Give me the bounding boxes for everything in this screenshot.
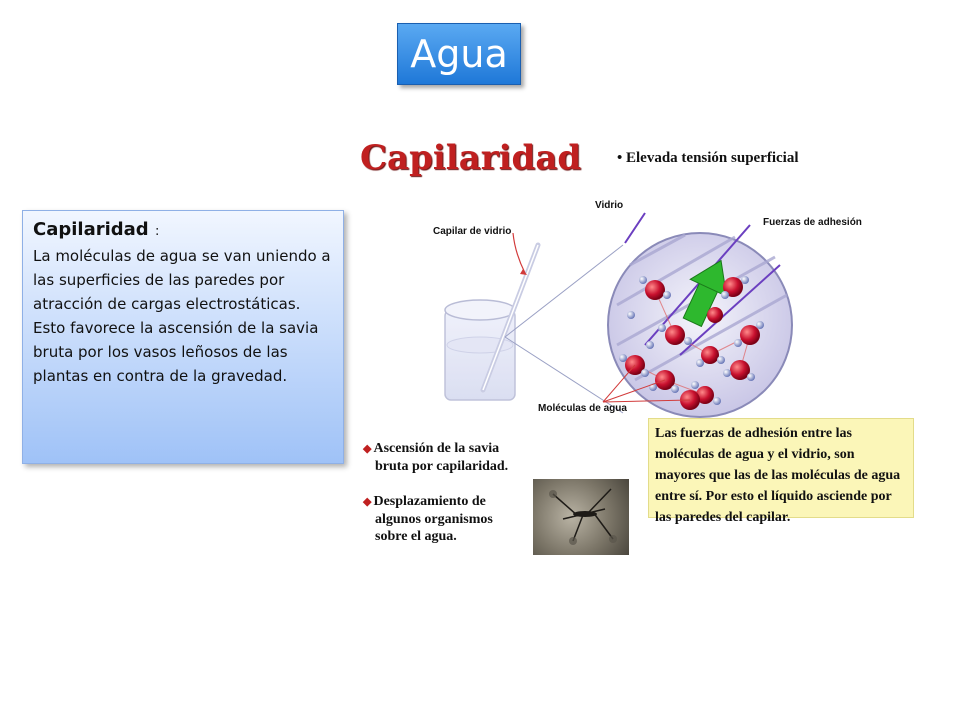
info-paragraph-1: La moléculas de agua se van uniendo a las superficies de las paredes por atracción de cargas electrostáticas.: [33, 247, 331, 313]
info-heading-colon: :: [154, 224, 160, 239]
info-paragraph-2: Esto favorece la ascensión de la savia bruta por los vasos leñosos de las plantas en contra de la gravedad.: [33, 319, 319, 385]
capillarity-figure: [355, 135, 945, 565]
diamond-bullet-icon: ◆: [363, 496, 372, 508]
sap-ascent-item: [363, 440, 508, 475]
organisms-item: [363, 493, 493, 545]
capillary-tube-label: Capilar de vidrio: [433, 226, 512, 237]
glass-label: Vidrio: [595, 200, 624, 211]
magnified-view: [603, 213, 792, 417]
organisms-line-1: Desplazamiento de: [373, 494, 486, 509]
explanation-box: Las fuerzas de adhesión entre las moléculas de agua y el vidrio, son mayores que las de las moléculas de agua entre sí. Por esto el líquido asciende por las paredes del capilar.: [648, 418, 914, 518]
beaker-icon: [445, 300, 515, 400]
water-molecules-label: Moléculas de agua: [538, 403, 627, 414]
organisms-line-2: algunos organismos: [375, 512, 493, 527]
figure-title: Capilaridad: [360, 138, 582, 178]
sap-ascent-line-2: bruta por capilaridad.: [375, 459, 509, 474]
info-text-box: [22, 210, 344, 464]
slide-title: Agua: [397, 23, 521, 85]
sap-ascent-line-1: Ascensión de la savia: [373, 441, 500, 456]
diamond-bullet-icon: ◆: [363, 443, 372, 455]
water-strider-photo: [533, 479, 629, 555]
adhesion-forces-label: Fuerzas de adhesión: [763, 217, 862, 228]
tube-pointer-arrow: [513, 233, 525, 273]
surface-tension-bullet: • Elevada tensión superficial: [617, 150, 799, 166]
water-strider-icon: [533, 479, 629, 555]
organisms-line-3: sobre el agua.: [375, 529, 457, 544]
info-heading-text: Capilaridad: [33, 219, 149, 240]
info-heading: [33, 219, 333, 240]
